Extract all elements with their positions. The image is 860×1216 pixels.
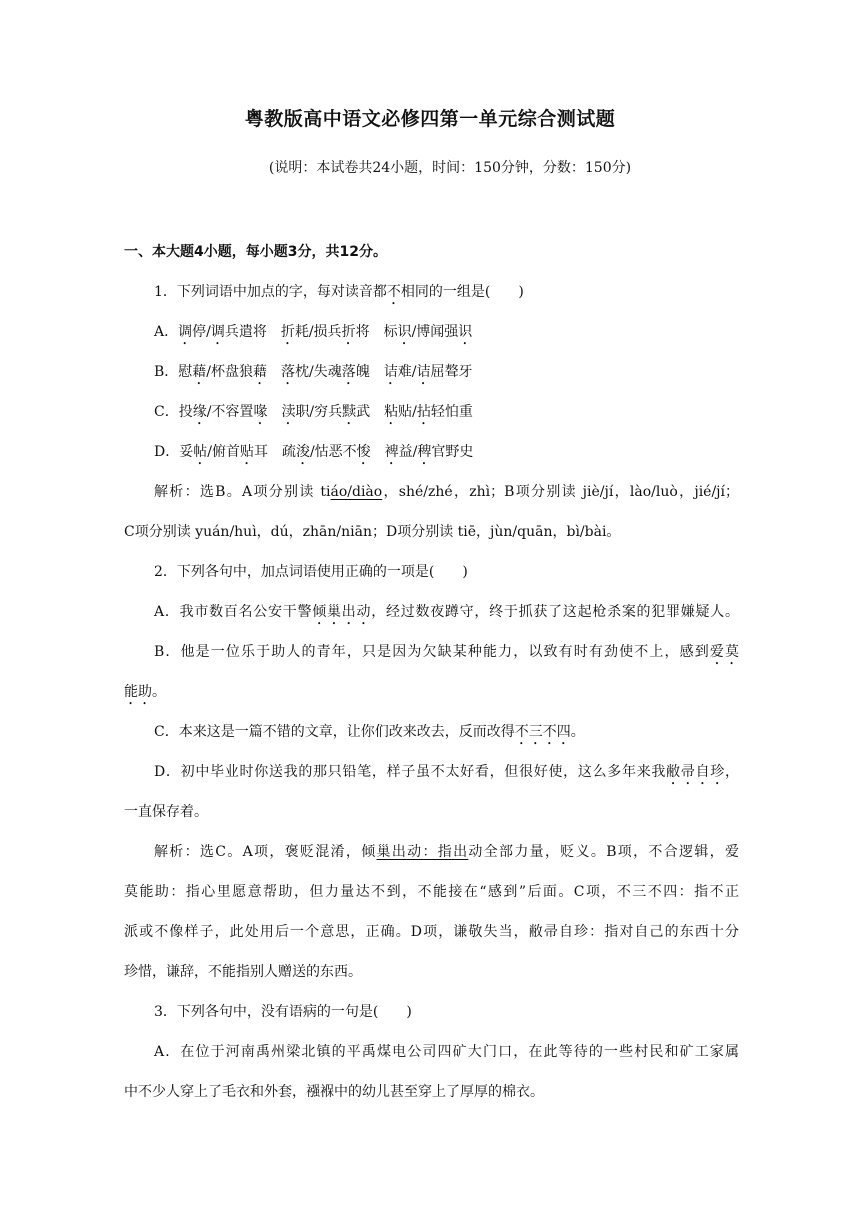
- q1-analysis-line-2: C项分别读 yuán/huì，dú，zhān/niān；D项分别读 tiē，jùn/quān，bì/bài。: [124, 524, 621, 540]
- q2-option-c: C．本来这是一篇不错的文章，让你们改来改去，反而改得不三不四。: [154, 724, 585, 740]
- q2-analysis-line-2: 莫能助：指心里愿意帮助，但力量达不到，不能接在“感到”后面。C项，不三不四：指不正: [124, 884, 739, 900]
- q1-analysis-line-1: 解析：选B。A项分别读 tiáo/diào，shé/zhé，zhì；B项分别读 jiè/jí，lào/luò，jié/jí；: [154, 484, 739, 500]
- q1-option-c: C．投缘/不容置喙 渎职/穷兵黩武 粘贴/拈轻怕重: [154, 404, 473, 420]
- q2-option-a: A．我市数百名公安干警倾巢出动，经过数夜蹲守，终于抓获了这起枪杀案的犯罪嫌疑人。: [154, 604, 740, 620]
- section-heading: 一、本大题4小题，每小题3分，共12分。: [124, 244, 387, 260]
- q2-analysis-line-1: 解析：选C。A项，褒贬混淆，倾巢出动：指出动全部力量，贬义。B项，不合逻辑，爱: [154, 844, 739, 860]
- q2-stem: 2．下列各句中，加点词语使用正确的一项是( ): [154, 564, 468, 580]
- page-title: 粤教版高中语文必修四第一单元综合测试题: [244, 108, 616, 130]
- page-subtitle: (说明：本试卷共24小题，时间：150分钟，分数：150分): [268, 160, 632, 176]
- q2-option-d-line-2: 一直保存着。: [124, 804, 208, 820]
- q1-option-b: B．慰藉/杯盘狼藉 落枕/失魂落魄 诘难/诘屈聱牙: [154, 364, 473, 380]
- q1-stem: 1．下列词语中加点的字，每对读音都不相同的一组是( ): [154, 284, 524, 300]
- document-body: [124, 232, 739, 1112]
- q3-option-a-line-1: A．在位于河南禹州梁北镇的平禹煤电公司四矿大门口，在此等待的一些村民和矿工家属: [154, 1044, 739, 1060]
- dotted-word: 不: [386, 284, 401, 300]
- q1-option-d: D．妥帖/俯首贴耳 疏浚/怙恶不悛 裨益/稗官野史: [154, 444, 474, 460]
- q2-analysis-line-3: 派或不像样子，此处用后一个意思，正确。D项，谦敬失当，敝帚自珍：指对自己的东西十分: [124, 924, 739, 940]
- q3-option-a-line-2: 中不少人穿上了毛衣和外套，襁褓中的幼儿甚至穿上了厚厚的棉衣。: [124, 1084, 544, 1100]
- q2-option-d-line-1: D．初中毕业时你送我的那只铅笔，样子虽不太好看，但很好使，这么多年来我敝帚自珍，: [154, 764, 739, 780]
- q2-option-b-line-1: B．他是一位乐于助人的青年，只是因为欠缺某种能力，以致有时有劲使不上，感到爱莫: [154, 644, 739, 660]
- q2-option-b-line-2: 能助。: [124, 684, 166, 700]
- q1-option-a: A．调停/调兵遣将 折耗/损兵折将 标识/博闻强识: [154, 324, 473, 340]
- q3-stem: 3．下列各句中，没有语病的一句是( ): [154, 1004, 412, 1020]
- q2-analysis-line-4: 珍惜，谦辞，不能指别人赠送的东西。: [124, 964, 362, 980]
